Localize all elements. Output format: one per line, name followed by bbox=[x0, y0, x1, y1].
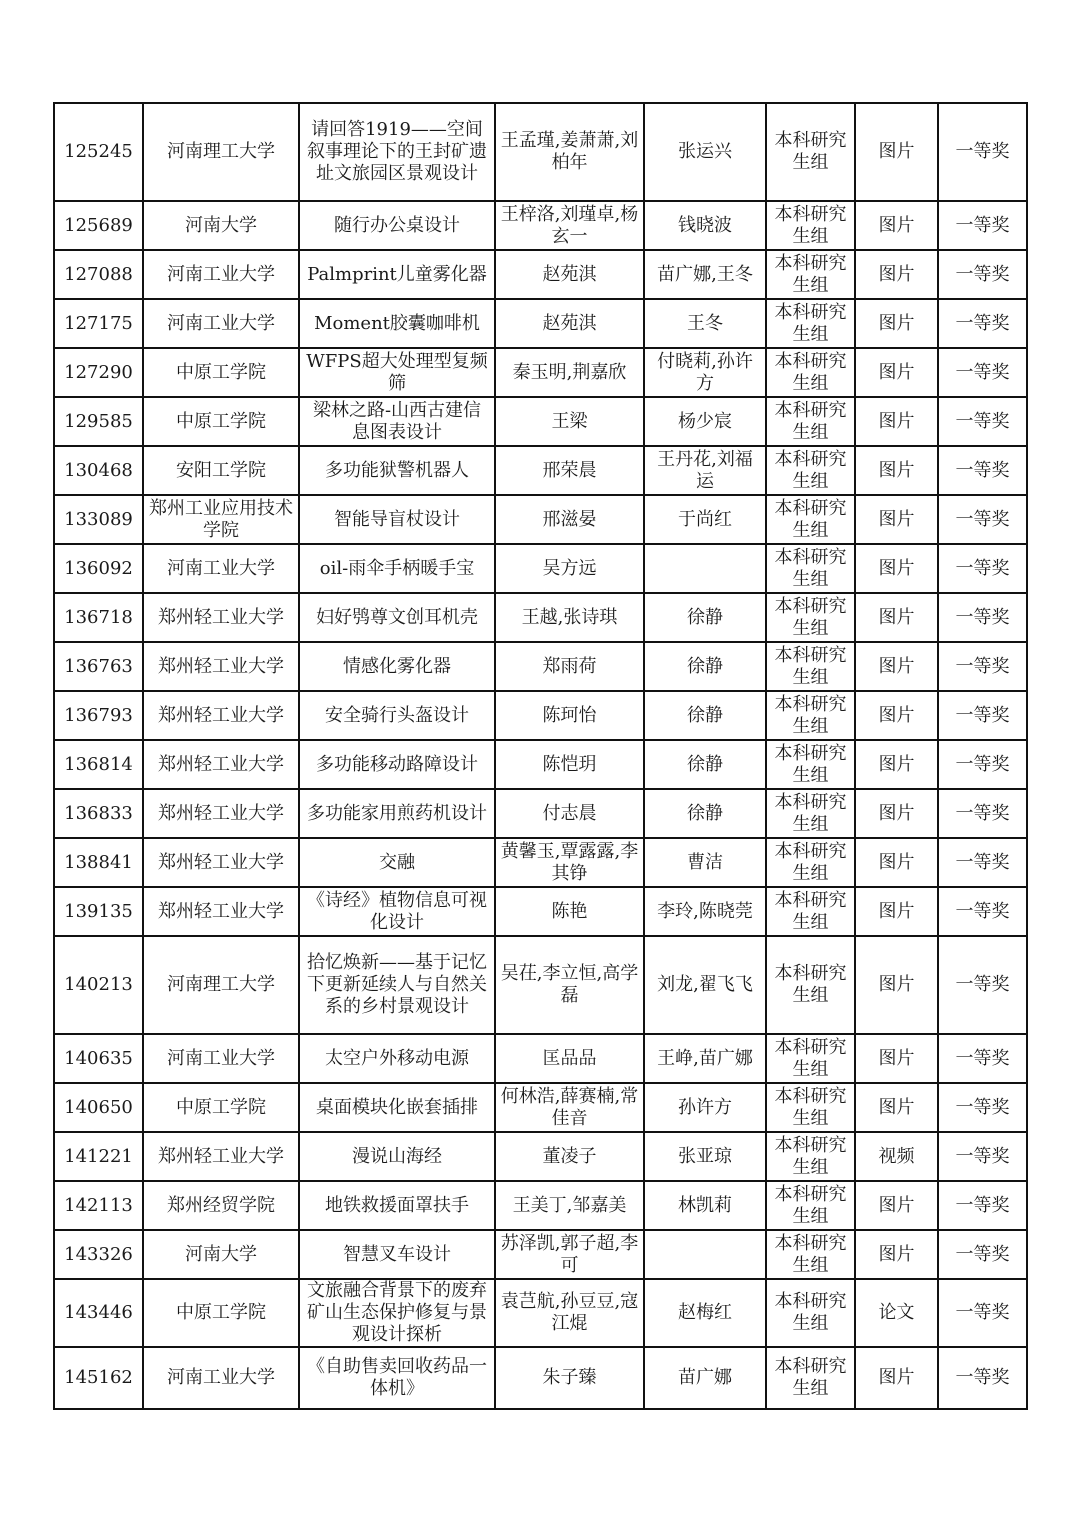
type-cell: 图片 bbox=[855, 299, 938, 348]
advisor-cell: 杨少宸 bbox=[644, 397, 766, 446]
group-cell: 本科研究生组 bbox=[766, 299, 855, 348]
entry-id-cell: 141221 bbox=[54, 1132, 143, 1181]
entry-id-cell: 139135 bbox=[54, 887, 143, 936]
group-cell: 本科研究生组 bbox=[766, 1230, 855, 1279]
entry-id-cell: 142113 bbox=[54, 1181, 143, 1230]
award-cell: 一等奖 bbox=[938, 446, 1027, 495]
group-cell: 本科研究生组 bbox=[766, 936, 855, 1034]
school-cell: 郑州工业应用技术学院 bbox=[143, 495, 299, 544]
type-cell: 图片 bbox=[855, 1347, 938, 1409]
school-cell: 河南工业大学 bbox=[143, 299, 299, 348]
type-cell: 图片 bbox=[855, 250, 938, 299]
title-cell: WFPS超大处理型复频筛 bbox=[299, 348, 495, 397]
type-cell: 图片 bbox=[855, 397, 938, 446]
school-cell: 河南工业大学 bbox=[143, 250, 299, 299]
authors-cell: 董凌子 bbox=[495, 1132, 644, 1181]
entry-id-cell: 136718 bbox=[54, 593, 143, 642]
school-cell: 郑州轻工业大学 bbox=[143, 740, 299, 789]
type-cell: 论文 bbox=[855, 1279, 938, 1347]
group-cell: 本科研究生组 bbox=[766, 103, 855, 201]
award-cell: 一等奖 bbox=[938, 789, 1027, 838]
table-row bbox=[54, 1083, 1027, 1132]
award-cell: 一等奖 bbox=[938, 1132, 1027, 1181]
entry-id-cell: 125689 bbox=[54, 201, 143, 250]
advisor-cell: 徐静 bbox=[644, 691, 766, 740]
group-cell: 本科研究生组 bbox=[766, 1347, 855, 1409]
entry-id-cell: 138841 bbox=[54, 838, 143, 887]
award-cell: 一等奖 bbox=[938, 299, 1027, 348]
table-row bbox=[54, 593, 1027, 642]
award-cell: 一等奖 bbox=[938, 936, 1027, 1034]
advisor-cell: 苗广娜 bbox=[644, 1347, 766, 1409]
school-cell: 河南理工大学 bbox=[143, 936, 299, 1034]
entry-id-cell: 136814 bbox=[54, 740, 143, 789]
table-row bbox=[54, 1034, 1027, 1083]
table-row bbox=[54, 544, 1027, 593]
title-cell: 太空户外移动电源 bbox=[299, 1034, 495, 1083]
group-cell: 本科研究生组 bbox=[766, 250, 855, 299]
authors-cell: 匡品品 bbox=[495, 1034, 644, 1083]
group-cell: 本科研究生组 bbox=[766, 740, 855, 789]
type-cell: 图片 bbox=[855, 642, 938, 691]
table-row bbox=[54, 1132, 1027, 1181]
table-body bbox=[54, 103, 1027, 1409]
title-cell: 交融 bbox=[299, 838, 495, 887]
table-row bbox=[54, 1279, 1027, 1347]
group-cell: 本科研究生组 bbox=[766, 838, 855, 887]
group-cell: 本科研究生组 bbox=[766, 789, 855, 838]
table-row bbox=[54, 397, 1027, 446]
award-cell: 一等奖 bbox=[938, 642, 1027, 691]
title-cell: 梁林之路-山西古建信息图表设计 bbox=[299, 397, 495, 446]
type-cell: 图片 bbox=[855, 887, 938, 936]
type-cell: 图片 bbox=[855, 1034, 938, 1083]
advisor-cell: 付晓莉,孙许方 bbox=[644, 348, 766, 397]
title-cell: 智慧叉车设计 bbox=[299, 1230, 495, 1279]
title-cell: 《诗经》植物信息可视化设计 bbox=[299, 887, 495, 936]
type-cell: 图片 bbox=[855, 348, 938, 397]
title-cell: 安全骑行头盔设计 bbox=[299, 691, 495, 740]
advisor-cell: 王峥,苗广娜 bbox=[644, 1034, 766, 1083]
advisor-cell: 张亚琼 bbox=[644, 1132, 766, 1181]
group-cell: 本科研究生组 bbox=[766, 691, 855, 740]
group-cell: 本科研究生组 bbox=[766, 1181, 855, 1230]
award-table bbox=[53, 102, 1028, 1410]
authors-cell: 陈艳 bbox=[495, 887, 644, 936]
table-row bbox=[54, 446, 1027, 495]
school-cell: 河南大学 bbox=[143, 1230, 299, 1279]
type-cell: 图片 bbox=[855, 446, 938, 495]
award-cell: 一等奖 bbox=[938, 201, 1027, 250]
authors-cell: 王越,张诗琪 bbox=[495, 593, 644, 642]
award-cell: 一等奖 bbox=[938, 103, 1027, 201]
school-cell: 郑州轻工业大学 bbox=[143, 838, 299, 887]
school-cell: 河南工业大学 bbox=[143, 1034, 299, 1083]
authors-cell: 朱子臻 bbox=[495, 1347, 644, 1409]
school-cell: 郑州经贸学院 bbox=[143, 1181, 299, 1230]
authors-cell: 黄馨玉,覃露露,李其铮 bbox=[495, 838, 644, 887]
authors-cell: 陈珂怡 bbox=[495, 691, 644, 740]
group-cell: 本科研究生组 bbox=[766, 544, 855, 593]
entry-id-cell: 136833 bbox=[54, 789, 143, 838]
table-row bbox=[54, 936, 1027, 1034]
award-cell: 一等奖 bbox=[938, 250, 1027, 299]
type-cell: 图片 bbox=[855, 544, 938, 593]
school-cell: 河南工业大学 bbox=[143, 1347, 299, 1409]
authors-cell: 赵苑淇 bbox=[495, 299, 644, 348]
table-row bbox=[54, 691, 1027, 740]
advisor-cell bbox=[644, 544, 766, 593]
school-cell: 河南工业大学 bbox=[143, 544, 299, 593]
advisor-cell: 赵梅红 bbox=[644, 1279, 766, 1347]
type-cell: 图片 bbox=[855, 691, 938, 740]
table-row bbox=[54, 740, 1027, 789]
entry-id-cell: 145162 bbox=[54, 1347, 143, 1409]
table-row bbox=[54, 201, 1027, 250]
authors-cell: 陈恺玥 bbox=[495, 740, 644, 789]
title-cell: 文旅融合背景下的废弃矿山生态保护修复与景观设计探析 bbox=[299, 1279, 495, 1347]
title-cell: 智能导盲杖设计 bbox=[299, 495, 495, 544]
award-cell: 一等奖 bbox=[938, 1230, 1027, 1279]
advisor-cell: 苗广娜,王冬 bbox=[644, 250, 766, 299]
entry-id-cell: 129585 bbox=[54, 397, 143, 446]
authors-cell: 赵苑淇 bbox=[495, 250, 644, 299]
table-row bbox=[54, 299, 1027, 348]
entry-id-cell: 140650 bbox=[54, 1083, 143, 1132]
entry-id-cell: 125245 bbox=[54, 103, 143, 201]
type-cell: 图片 bbox=[855, 1230, 938, 1279]
group-cell: 本科研究生组 bbox=[766, 397, 855, 446]
authors-cell: 郑雨荷 bbox=[495, 642, 644, 691]
entry-id-cell: 127088 bbox=[54, 250, 143, 299]
award-cell: 一等奖 bbox=[938, 691, 1027, 740]
school-cell: 郑州轻工业大学 bbox=[143, 642, 299, 691]
advisor-cell: 李玲,陈晓莞 bbox=[644, 887, 766, 936]
authors-cell: 王美丁,邹嘉美 bbox=[495, 1181, 644, 1230]
table-row bbox=[54, 1347, 1027, 1409]
table-row bbox=[54, 1181, 1027, 1230]
authors-cell: 袁芑航,孙豆豆,寇江焜 bbox=[495, 1279, 644, 1347]
entry-id-cell: 143446 bbox=[54, 1279, 143, 1347]
entry-id-cell: 127290 bbox=[54, 348, 143, 397]
award-cell: 一等奖 bbox=[938, 1279, 1027, 1347]
type-cell: 图片 bbox=[855, 789, 938, 838]
award-cell: 一等奖 bbox=[938, 397, 1027, 446]
table-row bbox=[54, 887, 1027, 936]
school-cell: 中原工学院 bbox=[143, 1083, 299, 1132]
title-cell: 漫说山海经 bbox=[299, 1132, 495, 1181]
authors-cell: 何林浩,薛赛楠,常佳音 bbox=[495, 1083, 644, 1132]
group-cell: 本科研究生组 bbox=[766, 593, 855, 642]
group-cell: 本科研究生组 bbox=[766, 887, 855, 936]
authors-cell: 邢滋晏 bbox=[495, 495, 644, 544]
group-cell: 本科研究生组 bbox=[766, 1132, 855, 1181]
advisor-cell: 于尚红 bbox=[644, 495, 766, 544]
authors-cell: 秦玉明,荆嘉欣 bbox=[495, 348, 644, 397]
title-cell: Palmprint儿童雾化器 bbox=[299, 250, 495, 299]
school-cell: 安阳工学院 bbox=[143, 446, 299, 495]
authors-cell: 吴茌,李立恒,高学磊 bbox=[495, 936, 644, 1034]
advisor-cell: 徐静 bbox=[644, 789, 766, 838]
advisor-cell: 曹洁 bbox=[644, 838, 766, 887]
group-cell: 本科研究生组 bbox=[766, 1083, 855, 1132]
table-row bbox=[54, 250, 1027, 299]
award-cell: 一等奖 bbox=[938, 1083, 1027, 1132]
title-cell: 《自助售卖回收药品一体机》 bbox=[299, 1347, 495, 1409]
title-cell: oil-雨伞手柄暖手宝 bbox=[299, 544, 495, 593]
school-cell: 中原工学院 bbox=[143, 397, 299, 446]
entry-id-cell: 136763 bbox=[54, 642, 143, 691]
award-cell: 一等奖 bbox=[938, 1347, 1027, 1409]
award-cell: 一等奖 bbox=[938, 348, 1027, 397]
group-cell: 本科研究生组 bbox=[766, 1279, 855, 1347]
title-cell: 多功能移动路障设计 bbox=[299, 740, 495, 789]
type-cell: 图片 bbox=[855, 593, 938, 642]
title-cell: 地铁救援面罩扶手 bbox=[299, 1181, 495, 1230]
type-cell: 图片 bbox=[855, 495, 938, 544]
authors-cell: 付志晨 bbox=[495, 789, 644, 838]
title-cell: Moment胶囊咖啡机 bbox=[299, 299, 495, 348]
authors-cell: 王梁 bbox=[495, 397, 644, 446]
school-cell: 郑州轻工业大学 bbox=[143, 691, 299, 740]
type-cell: 图片 bbox=[855, 1083, 938, 1132]
award-cell: 一等奖 bbox=[938, 740, 1027, 789]
award-cell: 一等奖 bbox=[938, 1034, 1027, 1083]
school-cell: 河南大学 bbox=[143, 201, 299, 250]
authors-cell: 吴方远 bbox=[495, 544, 644, 593]
type-cell: 图片 bbox=[855, 838, 938, 887]
advisor-cell: 张运兴 bbox=[644, 103, 766, 201]
award-cell: 一等奖 bbox=[938, 544, 1027, 593]
school-cell: 郑州轻工业大学 bbox=[143, 789, 299, 838]
title-cell: 请回答1919——空间叙事理论下的王封矿遗址文旅园区景观设计 bbox=[299, 103, 495, 201]
title-cell: 多功能狱警机器人 bbox=[299, 446, 495, 495]
group-cell: 本科研究生组 bbox=[766, 642, 855, 691]
group-cell: 本科研究生组 bbox=[766, 495, 855, 544]
group-cell: 本科研究生组 bbox=[766, 446, 855, 495]
entry-id-cell: 133089 bbox=[54, 495, 143, 544]
advisor-cell: 徐静 bbox=[644, 740, 766, 789]
award-cell: 一等奖 bbox=[938, 887, 1027, 936]
advisor-cell: 王冬 bbox=[644, 299, 766, 348]
advisor-cell: 林凯莉 bbox=[644, 1181, 766, 1230]
school-cell: 中原工学院 bbox=[143, 348, 299, 397]
table-row bbox=[54, 348, 1027, 397]
school-cell: 河南理工大学 bbox=[143, 103, 299, 201]
table-row bbox=[54, 642, 1027, 691]
advisor-cell: 钱晓波 bbox=[644, 201, 766, 250]
school-cell: 郑州轻工业大学 bbox=[143, 1132, 299, 1181]
group-cell: 本科研究生组 bbox=[766, 348, 855, 397]
school-cell: 中原工学院 bbox=[143, 1279, 299, 1347]
advisor-cell: 王丹花,刘福运 bbox=[644, 446, 766, 495]
authors-cell: 苏泽凯,郭子超,李可 bbox=[495, 1230, 644, 1279]
authors-cell: 王孟瑾,姜萧萧,刘柏年 bbox=[495, 103, 644, 201]
type-cell: 图片 bbox=[855, 201, 938, 250]
title-cell: 拾忆焕新——基于记忆下更新延续人与自然关系的乡村景观设计 bbox=[299, 936, 495, 1034]
type-cell: 视频 bbox=[855, 1132, 938, 1181]
type-cell: 图片 bbox=[855, 103, 938, 201]
title-cell: 多功能家用煎药机设计 bbox=[299, 789, 495, 838]
title-cell: 随行办公桌设计 bbox=[299, 201, 495, 250]
title-cell: 情感化雾化器 bbox=[299, 642, 495, 691]
type-cell: 图片 bbox=[855, 740, 938, 789]
entry-id-cell: 136793 bbox=[54, 691, 143, 740]
award-cell: 一等奖 bbox=[938, 1181, 1027, 1230]
entry-id-cell: 130468 bbox=[54, 446, 143, 495]
advisor-cell: 徐静 bbox=[644, 593, 766, 642]
school-cell: 郑州轻工业大学 bbox=[143, 887, 299, 936]
table-row bbox=[54, 789, 1027, 838]
advisor-cell: 徐静 bbox=[644, 642, 766, 691]
entry-id-cell: 127175 bbox=[54, 299, 143, 348]
table-row bbox=[54, 495, 1027, 544]
award-cell: 一等奖 bbox=[938, 593, 1027, 642]
entry-id-cell: 140213 bbox=[54, 936, 143, 1034]
entry-id-cell: 136092 bbox=[54, 544, 143, 593]
school-cell: 郑州轻工业大学 bbox=[143, 593, 299, 642]
group-cell: 本科研究生组 bbox=[766, 1034, 855, 1083]
title-cell: 妇好鸮尊文创耳机壳 bbox=[299, 593, 495, 642]
table-row bbox=[54, 838, 1027, 887]
advisor-cell: 孙许方 bbox=[644, 1083, 766, 1132]
table-row bbox=[54, 103, 1027, 201]
authors-cell: 王梓洛,刘瑾卓,杨玄一 bbox=[495, 201, 644, 250]
table-row bbox=[54, 1230, 1027, 1279]
group-cell: 本科研究生组 bbox=[766, 201, 855, 250]
authors-cell: 邢荣晨 bbox=[495, 446, 644, 495]
entry-id-cell: 143326 bbox=[54, 1230, 143, 1279]
type-cell: 图片 bbox=[855, 1181, 938, 1230]
entry-id-cell: 140635 bbox=[54, 1034, 143, 1083]
title-cell: 桌面模块化嵌套插排 bbox=[299, 1083, 495, 1132]
type-cell: 图片 bbox=[855, 936, 938, 1034]
advisor-cell: 刘龙,翟飞飞 bbox=[644, 936, 766, 1034]
award-cell: 一等奖 bbox=[938, 838, 1027, 887]
award-cell: 一等奖 bbox=[938, 495, 1027, 544]
advisor-cell bbox=[644, 1230, 766, 1279]
